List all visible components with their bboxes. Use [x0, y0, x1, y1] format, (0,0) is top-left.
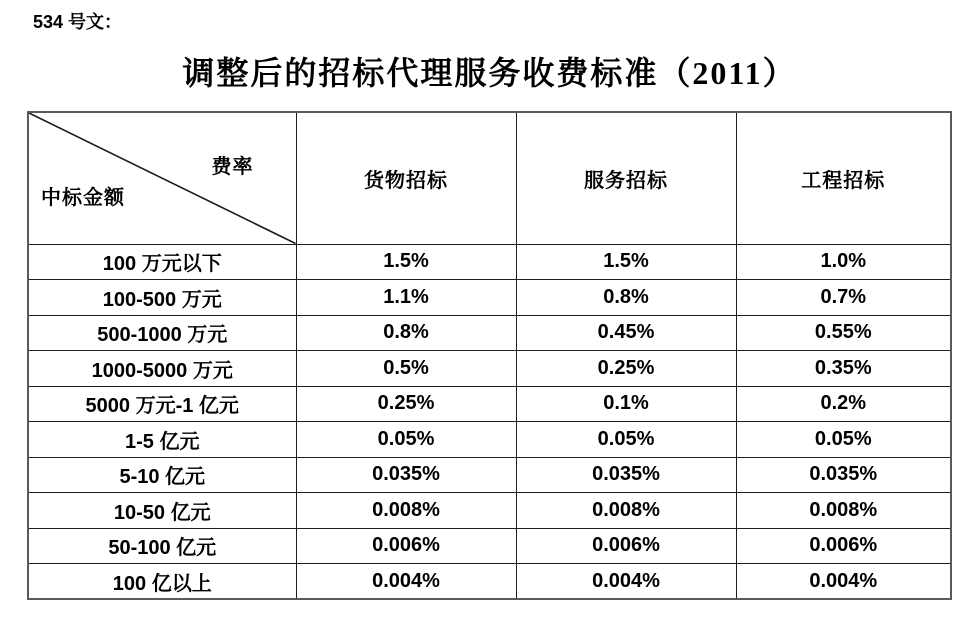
- goods-rate-cell: 1.5%: [296, 244, 516, 280]
- amount-cell: 50-100 亿元: [28, 528, 296, 564]
- engineering-rate-cell: 1.0%: [736, 244, 951, 280]
- service-rate-cell: 0.006%: [516, 528, 736, 564]
- service-rate-cell: 0.8%: [516, 280, 736, 316]
- goods-rate-cell: 0.25%: [296, 386, 516, 422]
- engineering-rate-cell: 0.35%: [736, 351, 951, 387]
- service-rate-cell: 0.05%: [516, 422, 736, 458]
- amount-cell: 100 亿以上: [28, 564, 296, 600]
- amount-cell: 500-1000 万元: [28, 315, 296, 351]
- engineering-rate-cell: 0.008%: [736, 493, 951, 529]
- table-row: [28, 386, 951, 422]
- table-row: [28, 422, 951, 458]
- goods-rate-cell: 0.8%: [296, 315, 516, 351]
- service-rate-cell: 0.004%: [516, 564, 736, 600]
- service-rate-cell: 0.008%: [516, 493, 736, 529]
- amount-cell: 1-5 亿元: [28, 422, 296, 458]
- service-rate-cell: 0.1%: [516, 386, 736, 422]
- amount-cell: 5-10 亿元: [28, 457, 296, 493]
- engineering-rate-cell: 0.7%: [736, 280, 951, 316]
- amount-cell: 10-50 亿元: [28, 493, 296, 529]
- corner-label-amount: 中标金额: [41, 186, 125, 209]
- engineering-rate-cell: 0.006%: [736, 528, 951, 564]
- fee-table: [27, 111, 952, 600]
- goods-rate-cell: 1.1%: [296, 280, 516, 316]
- engineering-rate-cell: 0.035%: [736, 457, 951, 493]
- goods-rate-cell: 0.035%: [296, 457, 516, 493]
- goods-rate-cell: 0.008%: [296, 493, 516, 529]
- page-title: 调整后的招标代理服务收费标准（2011）: [182, 55, 797, 91]
- engineering-rate-cell: 0.2%: [736, 386, 951, 422]
- table-row: [28, 493, 951, 529]
- column-header-service: 服务招标: [516, 112, 736, 244]
- engineering-rate-cell: 0.004%: [736, 564, 951, 600]
- table-row: [28, 315, 951, 351]
- engineering-rate-cell: 0.55%: [736, 315, 951, 351]
- amount-cell: 5000 万元-1 亿元: [28, 386, 296, 422]
- service-rate-cell: 0.035%: [516, 457, 736, 493]
- service-rate-cell: 1.5%: [516, 244, 736, 280]
- engineering-rate-cell: 0.05%: [736, 422, 951, 458]
- table-row: [28, 564, 951, 600]
- goods-rate-cell: 0.5%: [296, 351, 516, 387]
- column-header-engineering: 工程招标: [736, 112, 951, 244]
- service-rate-cell: 0.25%: [516, 351, 736, 387]
- table-row: [28, 528, 951, 564]
- diagonal-line: [29, 113, 296, 244]
- amount-cell: 100-500 万元: [28, 280, 296, 316]
- amount-cell: 100 万元以下: [28, 244, 296, 280]
- column-header-goods: 货物招标: [296, 112, 516, 244]
- goods-rate-cell: 0.05%: [296, 422, 516, 458]
- goods-rate-cell: 0.006%: [296, 528, 516, 564]
- corner-label-rate: 费率: [211, 156, 254, 178]
- goods-rate-cell: 0.004%: [296, 564, 516, 600]
- amount-cell: 1000-5000 万元: [28, 351, 296, 387]
- table-row: [28, 244, 951, 280]
- service-rate-cell: 0.45%: [516, 315, 736, 351]
- table-row: [28, 280, 951, 316]
- table-row: [28, 351, 951, 387]
- table-row: [28, 457, 951, 493]
- doc-number-label: 534 号文：: [33, 12, 123, 32]
- header-row: [28, 112, 951, 244]
- corner-cell: [28, 112, 296, 244]
